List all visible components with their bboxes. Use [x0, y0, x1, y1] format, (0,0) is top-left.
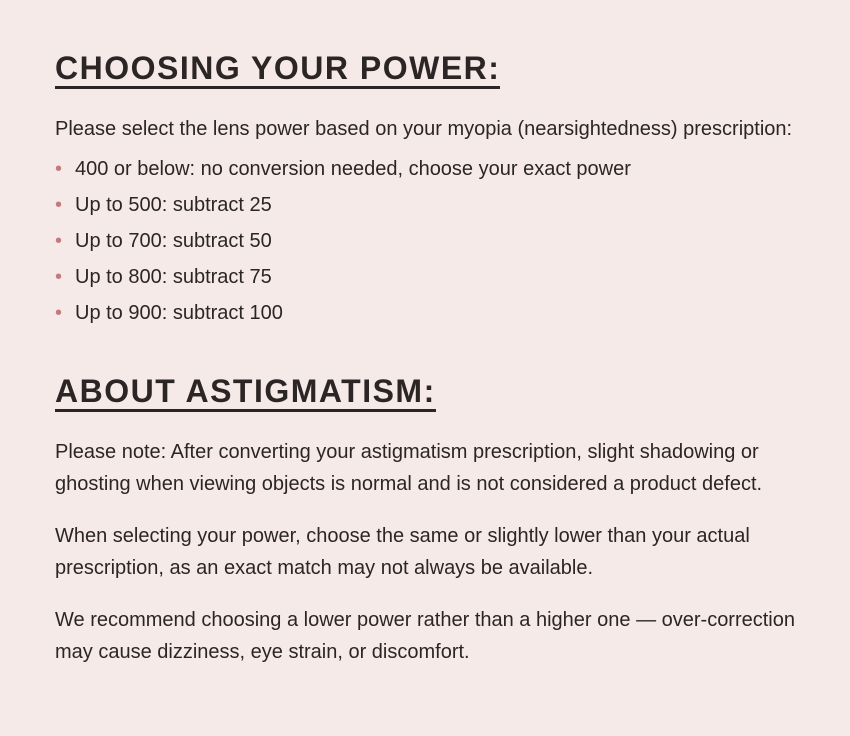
list-item-text: 400 or below: no conversion needed, choose your exact power: [75, 158, 631, 180]
recommendation-paragraph: We recommend choosing a lower power rather than a higher one — over-correction may cause dizziness, eye strain, or discomfort.: [55, 609, 795, 663]
power-selection-paragraph: When selecting your power, choose the same or slightly lower than your actual prescription, as an exact match may not always be available.: [55, 525, 750, 579]
choosing-power-intro: Please select the lens power based on your myopia (nearsightedness) prescription:: [55, 118, 793, 140]
list-item: [55, 295, 795, 331]
bullet-icon: •: [55, 158, 63, 180]
choosing-power-section: [55, 50, 795, 331]
bullet-icon: •: [55, 266, 63, 288]
astigmatism-note-paragraph: Please note: After converting your astigmatism prescription, slight shadowing or ghosting when viewing objects is normal and is not considered a product defect.: [55, 441, 763, 495]
bullet-icon: •: [55, 230, 63, 252]
astigmatism-section: [55, 373, 795, 668]
list-item-text: Up to 700: subtract 50: [75, 230, 272, 252]
list-item-text: Up to 500: subtract 25: [75, 194, 272, 216]
list-item-text: Up to 900: subtract 100: [75, 302, 283, 324]
list-item: [55, 151, 795, 187]
bullet-icon: •: [55, 194, 63, 216]
list-item: [55, 259, 795, 295]
list-item: [55, 223, 795, 259]
choosing-power-heading: CHOOSING YOUR POWER:: [55, 50, 500, 89]
power-conversion-list: [55, 151, 795, 331]
astigmatism-heading: ABOUT ASTIGMATISM:: [55, 373, 436, 412]
list-item: [55, 187, 795, 223]
bullet-icon: •: [55, 302, 63, 324]
list-item-text: Up to 800: subtract 75: [75, 266, 272, 288]
